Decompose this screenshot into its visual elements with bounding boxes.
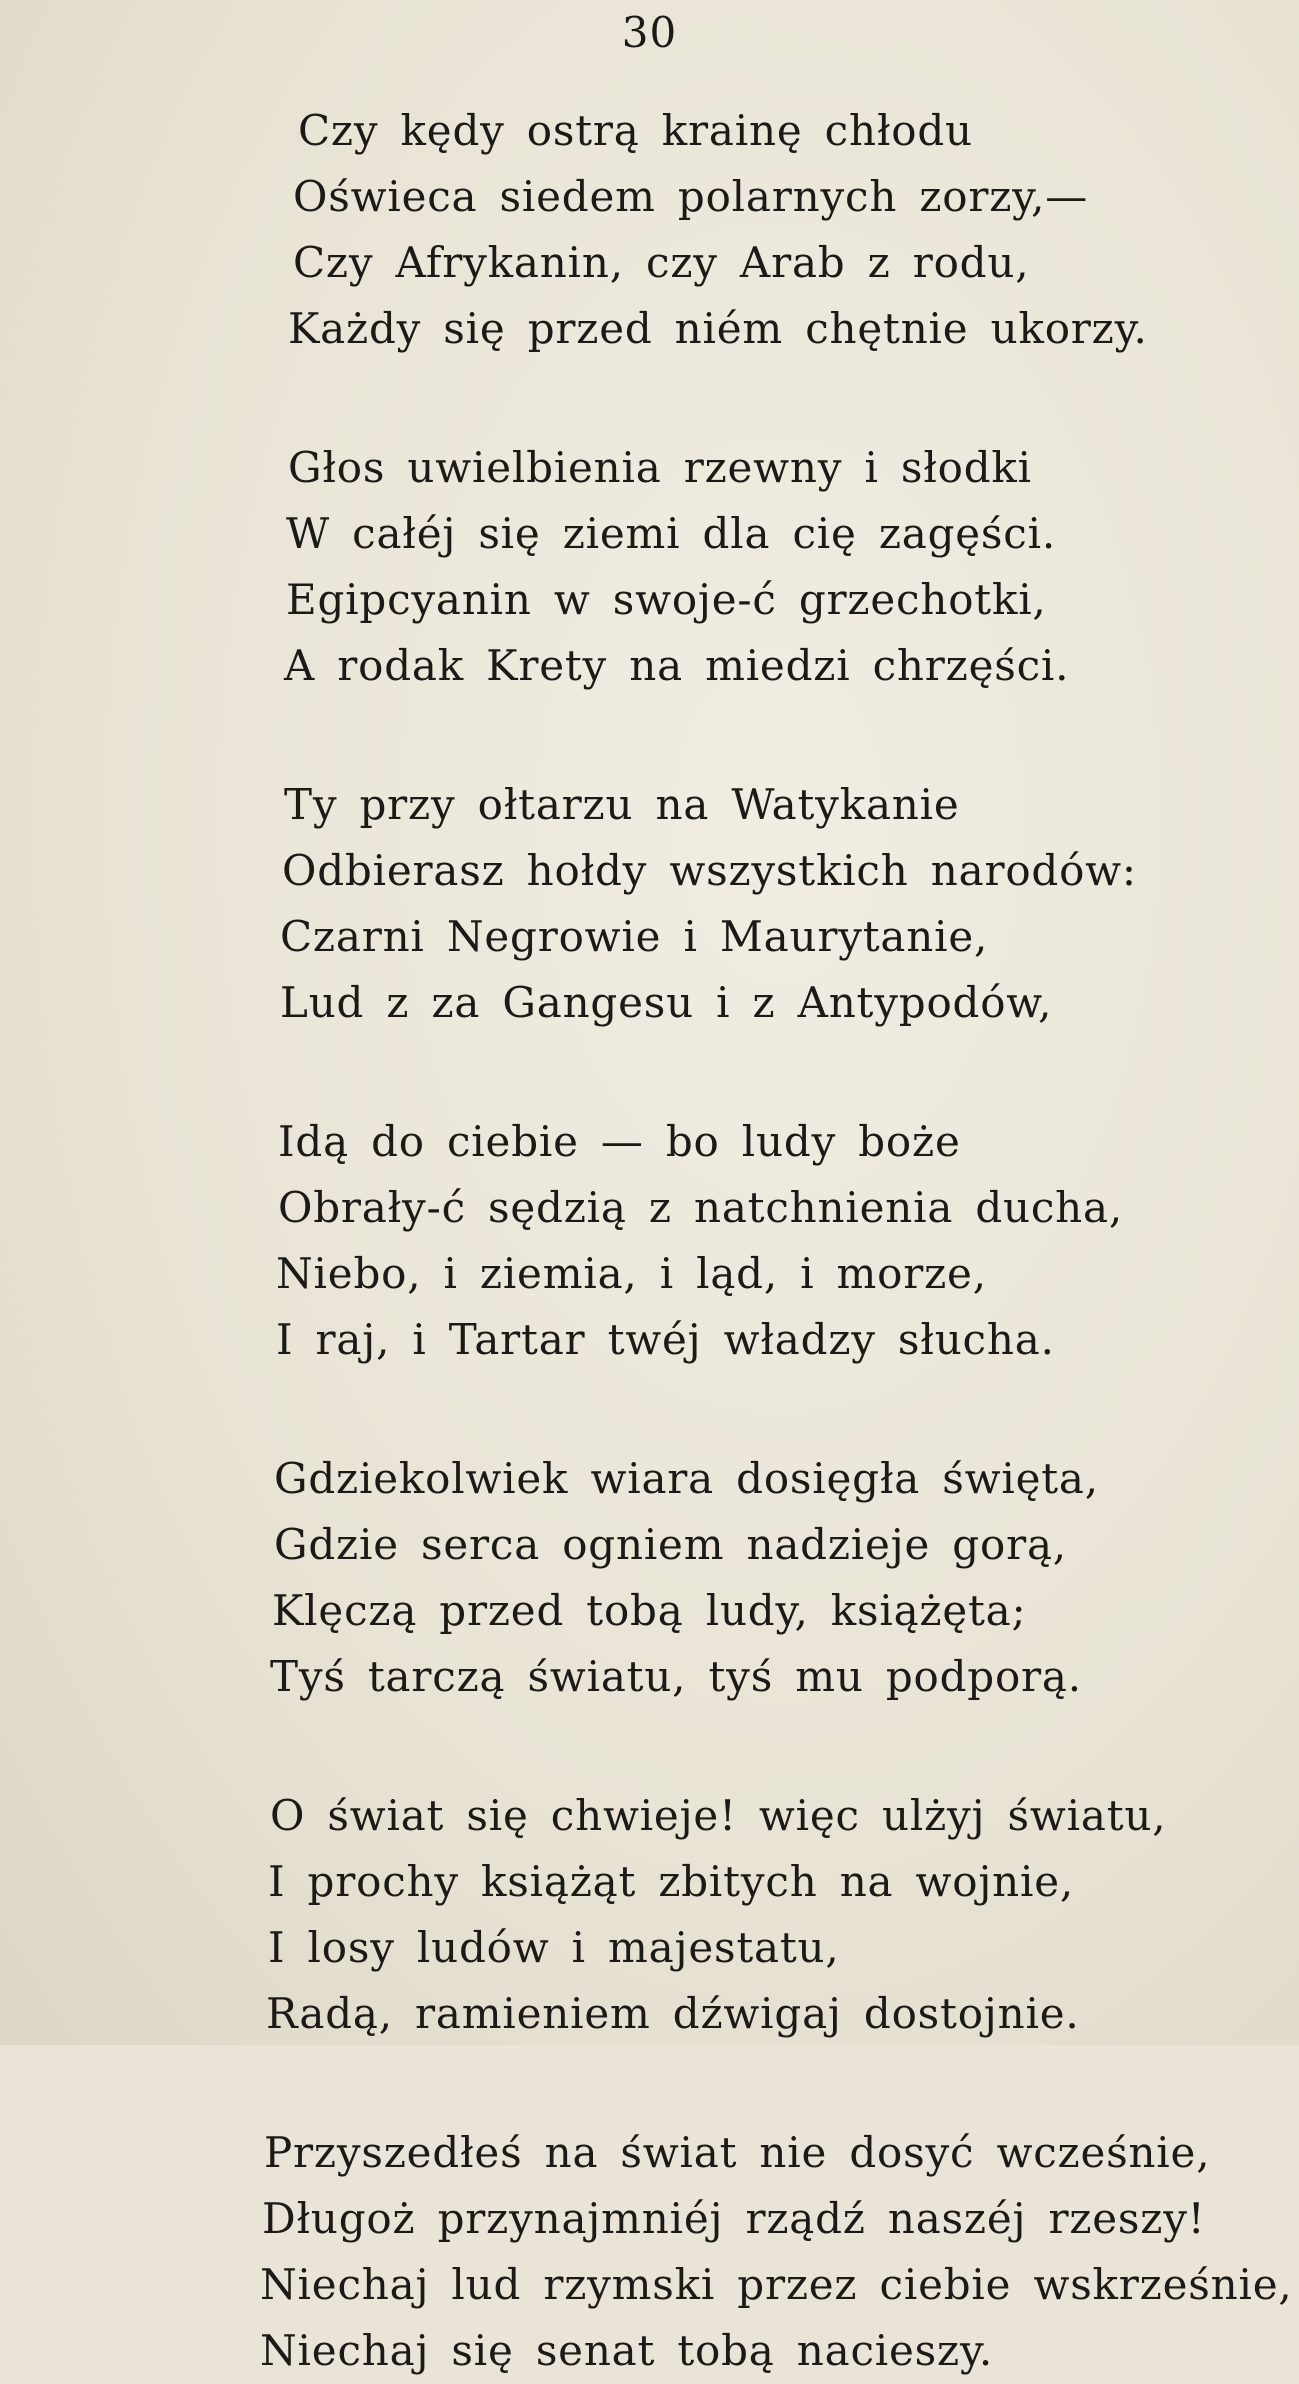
verse-line: O świat się chwieje! więc ulżyj światu, [270,1791,1167,1840]
verse-line: Ty przy ołtarzu na Watykanie [284,780,960,829]
stanza [0,1446,1299,1710]
stanza [0,98,1299,362]
stanza [0,435,1299,699]
verse-line: I prochy książąt zbitych na wojnie, [268,1857,1075,1906]
verse-line: Przyszedłeś na świat nie dosyć wcześnie, [264,2128,1211,2177]
verse-line: Odbierasz hołdy wszystkich narodów: [282,846,1137,895]
verse-line: Gdzie serca ogniem nadzieje gorą, [274,1520,1067,1569]
verse-line: Każdy się przed niém chętnie ukorzy. [288,304,1148,353]
verse-line: Gdziekolwiek wiara dosięgła święta, [274,1454,1099,1503]
verse-line: Czy kędy ostrą krainę chłodu [298,106,973,155]
verse-line: Klęczą przed tobą ludy, książęta; [272,1586,1027,1635]
stanza [0,1109,1299,1373]
verse-line: Czy Afrykanin, czy Arab z rodu, [293,238,1030,287]
stanza [0,2120,1299,2384]
verse-line: Niechaj lud rzymski przez ciebie wskrześnie, [260,2260,1293,2309]
verse-line: A rodak Krety na miedzi chrzęści. [284,641,1070,690]
verse-line: Głos uwielbienia rzewny i słodki [288,443,1032,492]
verse-line: Tyś tarczą światu, tyś mu podporą. [270,1652,1082,1701]
verse-line: Czarni Negrowie i Maurytanie, [280,912,989,961]
verse-line: Lud z za Gangesu i z Antypodów, [280,978,1053,1027]
verse-line: Długoż przynajmniéj rządź naszéj rzeszy! [262,2194,1206,2243]
verse-line: Radą, ramieniem dźwigaj dostojnie. [266,1989,1080,2038]
verse-line: W całéj się ziemi dla cię zagęści. [286,509,1056,558]
verse-line: Oświeca siedem polarnych zorzy,— [293,172,1089,221]
verse-line: Niechaj się senat tobą nacieszy. [260,2326,994,2375]
verse-line: Niebo, i ziemia, i ląd, i morze, [276,1249,987,1298]
verse-line: Egipcyanin w swoje-ć grzechotki, [286,575,1047,624]
stanza [0,1783,1299,2047]
verse-line: Idą do ciebie — bo ludy boże [278,1117,961,1166]
verse-line: I losy ludów i majestatu, [268,1923,840,1972]
stanza [0,772,1299,1036]
verse-line: Obrały-ć sędzią z natchnienia ducha, [278,1183,1124,1232]
page-number: 30 [621,8,678,57]
poem [0,98,1299,2384]
verse-line: I raj, i Tartar twéj władzy słucha. [276,1315,1055,1364]
